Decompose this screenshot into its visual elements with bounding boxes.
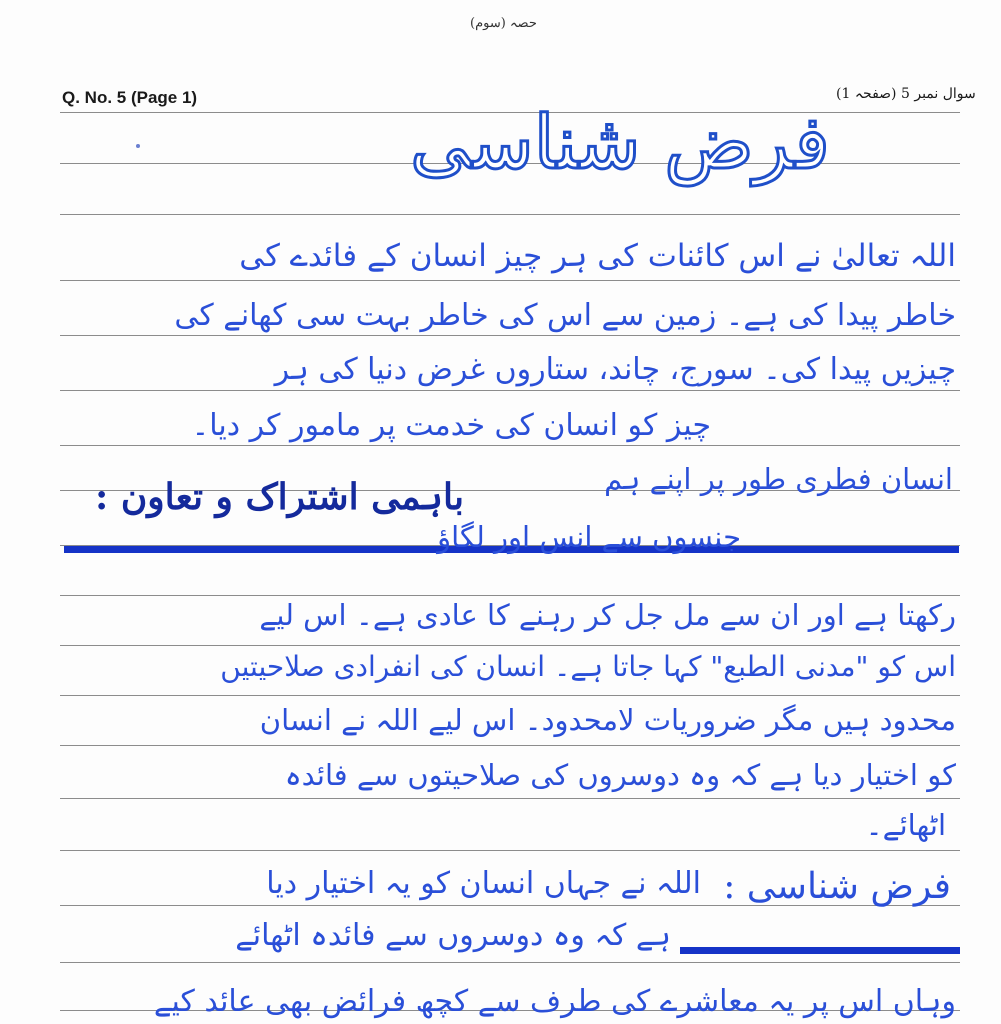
paragraph2-line: اٹھائے۔ [865,808,946,842]
ruled-line [60,745,960,746]
ruled-line [60,445,960,446]
heading3-text: اللہ نے جہاں انسان کو یہ اختیار دیا [266,866,701,901]
ruled-line [60,335,960,336]
heading2-text: انسان فطری طور پر اپنے ہم [604,462,953,496]
paragraph2-line: رکھتا ہے اور ان سے مل جل کر رہنے کا عادی ہے۔ اس لیے [259,598,956,632]
heading3-underline [680,947,960,954]
ruled-line [60,280,960,281]
question-number-urdu: سوال نمبر 5 (صفحہ 1) [836,86,976,102]
heading3-continuation: ہے کہ وہ دوسروں سے فائدہ اٹھائے [235,918,671,953]
paragraph1-line: چیزیں پیدا کی۔ سورج، چاند، ستاروں غرض دنیا کی ہر [274,352,956,387]
paragraph1-line: اللہ تعالیٰ نے اس کائنات کی ہر چیز انسان کے فائدے کی [239,238,956,274]
paragraph2-line: اس کو "مدنی الطبع" کہا جاتا ہے۔ انسان کی انفرادی صلاحیتیں [220,650,956,683]
heading-duty-consciousness: فرض شناسی : [723,866,951,907]
essay-title: فرض شناسی [410,100,830,186]
paragraph1-line: خاطر پیدا کی ہے۔ زمین سے اس کی خاطر بہت سی کھانے کی [174,298,956,333]
ruled-line [60,695,960,696]
question-number-english: Q. No. 5 (Page 1) [62,88,198,107]
ruled-line [60,962,960,963]
ruled-line [60,798,960,799]
ink-dot [136,144,140,148]
ruled-line [60,645,960,646]
paragraph1-line: چیز کو انسان کی خدمت پر مامور کر دیا۔ [191,408,711,443]
heading2-continuation: جنسوں سے انس اور لگاؤ [437,520,741,554]
ruled-line [60,214,960,215]
ruled-line [60,390,960,391]
section-label: حصہ (سوم) [470,16,537,31]
heading3-last-line: وہاں اس پر یہ معاشرے کی طرف سے کچھ فرائض بھی عائد کیے [153,984,956,1019]
ruled-line [60,850,960,851]
heading-mutual-cooperation: باہمی اشتراک و تعاون : [95,476,464,518]
ruled-line [60,595,960,596]
paragraph2-line: محدود ہیں مگر ضروریات لامحدود۔ اس لیے اللہ نے انسان [259,703,956,737]
paragraph2-line: کو اختیار دیا ہے کہ وہ دوسروں کی صلاحیتوں سے فائدہ [284,758,956,792]
